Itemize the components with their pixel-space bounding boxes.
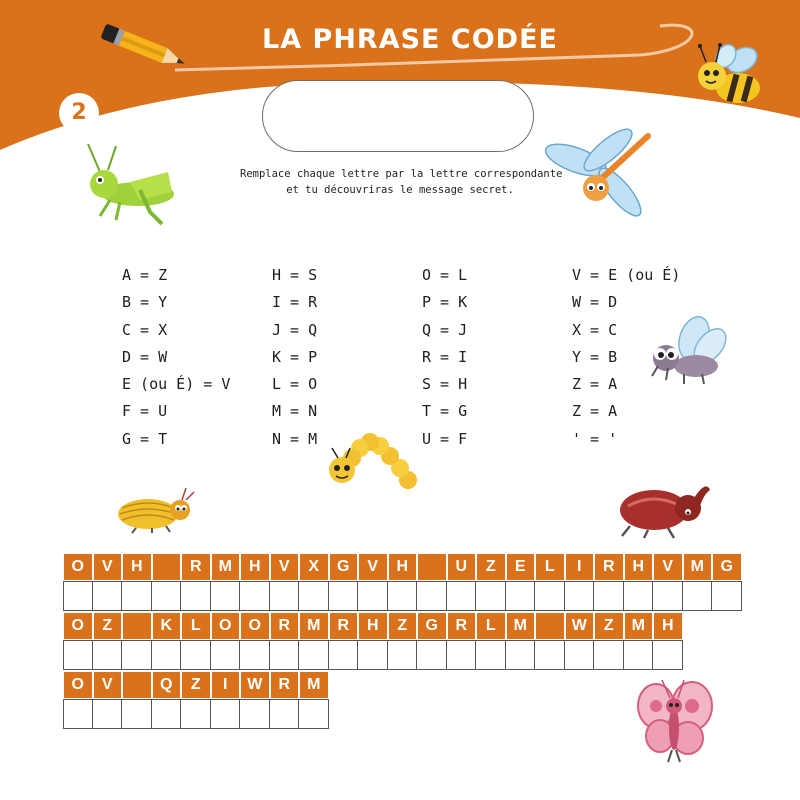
code-letter-cell: V bbox=[270, 553, 300, 581]
cipher-key-entry: B = Y bbox=[122, 293, 168, 312]
code-letter-cell: O bbox=[63, 671, 93, 699]
code-letter-cell: G bbox=[712, 553, 742, 581]
rhinoceros-beetle-icon bbox=[614, 476, 714, 540]
code-letter-cell: G bbox=[329, 553, 359, 581]
bee-icon bbox=[692, 40, 770, 112]
answer-letter-box[interactable] bbox=[93, 699, 123, 729]
answer-letter-box[interactable] bbox=[93, 581, 123, 611]
cipher-key-entry: Q = J bbox=[422, 320, 468, 339]
answer-letter-box[interactable] bbox=[93, 640, 123, 670]
cipher-key-entry: Z = A bbox=[572, 375, 618, 394]
answer-letter-box[interactable] bbox=[535, 640, 565, 670]
code-letter-cell: K bbox=[152, 612, 182, 640]
cipher-key-entry: ' = ' bbox=[572, 429, 618, 448]
cipher-key-entry: F = U bbox=[122, 402, 168, 421]
answer-letter-box[interactable] bbox=[594, 581, 624, 611]
answer-letter-box[interactable] bbox=[358, 581, 388, 611]
code-letter-cell: U bbox=[447, 553, 477, 581]
code-letter-cell bbox=[535, 612, 565, 640]
cipher-key-entry: L = O bbox=[272, 375, 318, 394]
code-letter-cell: L bbox=[476, 612, 506, 640]
code-letter-cell: Z bbox=[388, 612, 418, 640]
code-letter-cell: W bbox=[240, 671, 270, 699]
code-letter-cell: E bbox=[506, 553, 536, 581]
answer-letter-box[interactable] bbox=[270, 581, 300, 611]
answer-letter-box[interactable] bbox=[181, 699, 211, 729]
instructions-line-2: et tu découvriras le message secret. bbox=[286, 184, 514, 196]
cipher-key-entry: C = X bbox=[122, 320, 168, 339]
cipher-key-entry: A = Z bbox=[122, 266, 168, 284]
answer-letter-box[interactable] bbox=[565, 581, 595, 611]
cipher-key-entry: D = W bbox=[122, 347, 168, 366]
answer-letter-box[interactable] bbox=[270, 640, 300, 670]
code-letter-cell: V bbox=[93, 553, 123, 581]
code-letter-cell: M bbox=[506, 612, 536, 640]
answer-letter-box[interactable] bbox=[447, 640, 477, 670]
answer-letter-box[interactable] bbox=[506, 581, 536, 611]
cipher-key-column-4 bbox=[572, 262, 680, 453]
code-letter-cell bbox=[122, 671, 152, 699]
cipher-key-entry: E (ou É) = V bbox=[122, 375, 231, 394]
code-letter-cell: H bbox=[240, 553, 270, 581]
answer-letter-box[interactable] bbox=[417, 581, 447, 611]
code-letter-cell: V bbox=[93, 671, 123, 699]
cipher-key-entry: K = P bbox=[272, 347, 318, 366]
code-letter-cell: M bbox=[683, 553, 713, 581]
answer-letter-box[interactable] bbox=[152, 699, 182, 729]
answer-letter-box[interactable] bbox=[152, 581, 182, 611]
cipher-key-entry: X = C bbox=[572, 320, 618, 339]
cipher-key-entry: G = T bbox=[122, 429, 168, 448]
answer-letter-box[interactable] bbox=[358, 640, 388, 670]
answer-letter-box[interactable] bbox=[653, 640, 683, 670]
answer-letter-box[interactable] bbox=[240, 581, 270, 611]
cipher-key-entry: Z = A bbox=[572, 402, 618, 421]
code-letter-cell: M bbox=[299, 671, 329, 699]
code-letter-cell: G bbox=[417, 612, 447, 640]
answer-letter-box[interactable] bbox=[329, 581, 359, 611]
code-letter-cell bbox=[417, 553, 447, 581]
code-letter-cell: O bbox=[240, 612, 270, 640]
cipher-key-entry: Y = B bbox=[572, 347, 618, 366]
answer-letter-box[interactable] bbox=[565, 640, 595, 670]
code-letter-cell: H bbox=[624, 553, 654, 581]
beetle-icon bbox=[112, 486, 198, 534]
code-letter-cell: R bbox=[329, 612, 359, 640]
answer-letter-box[interactable] bbox=[653, 581, 683, 611]
answer-letter-box[interactable] bbox=[211, 581, 241, 611]
code-letter-cell: H bbox=[653, 612, 683, 640]
answer-letter-box[interactable] bbox=[211, 699, 241, 729]
cipher-key-entry: I = R bbox=[272, 293, 318, 312]
answer-letter-box[interactable] bbox=[63, 699, 93, 729]
code-letter-cell: Z bbox=[93, 612, 123, 640]
code-letter-cell: H bbox=[122, 553, 152, 581]
cipher-key-entry: T = G bbox=[422, 402, 468, 421]
answer-letter-box[interactable] bbox=[594, 640, 624, 670]
cipher-key-entry: M = N bbox=[272, 402, 318, 421]
answer-letter-box[interactable] bbox=[388, 581, 418, 611]
answer-letter-box[interactable] bbox=[299, 581, 329, 611]
answer-letter-box[interactable] bbox=[63, 640, 93, 670]
cipher-key-entry: V = E (ou É) bbox=[572, 266, 681, 284]
code-letter-cell bbox=[152, 553, 182, 581]
pencil-icon bbox=[96, 22, 196, 74]
answer-letter-box[interactable] bbox=[240, 699, 270, 729]
code-letter-cell: M bbox=[299, 612, 329, 640]
code-letter-cell: Q bbox=[152, 671, 182, 699]
code-letter-cell: V bbox=[653, 553, 683, 581]
code-letter-cell: I bbox=[211, 671, 241, 699]
code-letter-cell: R bbox=[447, 612, 477, 640]
answer-letter-box[interactable] bbox=[329, 640, 359, 670]
answer-letter-box[interactable] bbox=[240, 640, 270, 670]
code-letter-cell: Z bbox=[476, 553, 506, 581]
code-letter-cell: M bbox=[624, 612, 654, 640]
answer-letter-box[interactable] bbox=[476, 640, 506, 670]
answer-letter-box[interactable] bbox=[299, 640, 329, 670]
code-letter-cell: R bbox=[270, 671, 300, 699]
answer-letter-box[interactable] bbox=[152, 640, 182, 670]
answer-letter-box[interactable] bbox=[122, 640, 152, 670]
caterpillar-icon bbox=[326, 428, 422, 494]
code-letter-cell: H bbox=[388, 553, 418, 581]
answer-letter-box[interactable] bbox=[63, 581, 93, 611]
code-letter-cell: W bbox=[565, 612, 595, 640]
cipher-key-entry: H = S bbox=[272, 266, 318, 284]
answer-letter-box[interactable] bbox=[712, 581, 742, 611]
answer-letter-box[interactable] bbox=[299, 699, 329, 729]
code-letter-cell: O bbox=[211, 612, 241, 640]
cipher-key-entry: P = K bbox=[422, 293, 468, 312]
instructions-line-1: Remplace chaque lettre par la lettre correspondante bbox=[240, 168, 563, 180]
cipher-key-entry: U = F bbox=[422, 429, 468, 448]
code-letter-cell: O bbox=[63, 553, 93, 581]
code-letter-cell: L bbox=[181, 612, 211, 640]
cipher-key-entry: O = L bbox=[422, 266, 468, 284]
butterfly-icon bbox=[634, 676, 718, 766]
answer-letter-box[interactable] bbox=[624, 581, 654, 611]
answer-letter-box[interactable] bbox=[683, 581, 713, 611]
answer-letter-box[interactable] bbox=[476, 581, 506, 611]
answer-letter-box[interactable] bbox=[624, 640, 654, 670]
cipher-key-column-1 bbox=[122, 262, 230, 453]
cipher-key-entry: R = I bbox=[422, 347, 468, 366]
code-letter-cell: Z bbox=[181, 671, 211, 699]
code-letter-cell: O bbox=[63, 612, 93, 640]
cipher-key-column-2 bbox=[272, 262, 317, 453]
answer-letter-box[interactable] bbox=[122, 699, 152, 729]
answer-letter-box[interactable] bbox=[181, 640, 211, 670]
code-letter-cell bbox=[122, 612, 152, 640]
code-letter-cell: X bbox=[299, 553, 329, 581]
answer-letter-box[interactable] bbox=[122, 581, 152, 611]
answer-letter-box[interactable] bbox=[417, 640, 447, 670]
code-letter-cell: M bbox=[211, 553, 241, 581]
answer-letter-box[interactable] bbox=[388, 640, 418, 670]
cipher-key-entry: S = H bbox=[422, 375, 468, 394]
cipher-key-entry: J = Q bbox=[272, 320, 318, 339]
instructions bbox=[240, 166, 563, 198]
code-letter-cell: R bbox=[270, 612, 300, 640]
code-letter-cell: R bbox=[181, 553, 211, 581]
grasshopper-icon bbox=[80, 142, 180, 230]
answer-box[interactable] bbox=[262, 80, 534, 152]
answer-letter-box[interactable] bbox=[506, 640, 536, 670]
page-title: LA PHRASE CODÉE bbox=[262, 24, 558, 55]
answer-letter-box[interactable] bbox=[535, 581, 565, 611]
code-letter-cell: I bbox=[565, 553, 595, 581]
cipher-key-entry: N = M bbox=[272, 429, 318, 448]
code-letter-cell: R bbox=[594, 553, 624, 581]
code-letter-cell: V bbox=[358, 553, 388, 581]
answer-letter-box[interactable] bbox=[181, 581, 211, 611]
cipher-key-entry: W = D bbox=[572, 293, 618, 312]
answer-letter-box[interactable] bbox=[447, 581, 477, 611]
code-letter-cell: Z bbox=[594, 612, 624, 640]
answer-letter-box[interactable] bbox=[211, 640, 241, 670]
code-letter-cell: L bbox=[535, 553, 565, 581]
answer-letter-box[interactable] bbox=[270, 699, 300, 729]
code-letter-cell: H bbox=[358, 612, 388, 640]
cipher-key-column-3 bbox=[422, 262, 467, 453]
page-number-badge: 2 bbox=[59, 93, 99, 133]
